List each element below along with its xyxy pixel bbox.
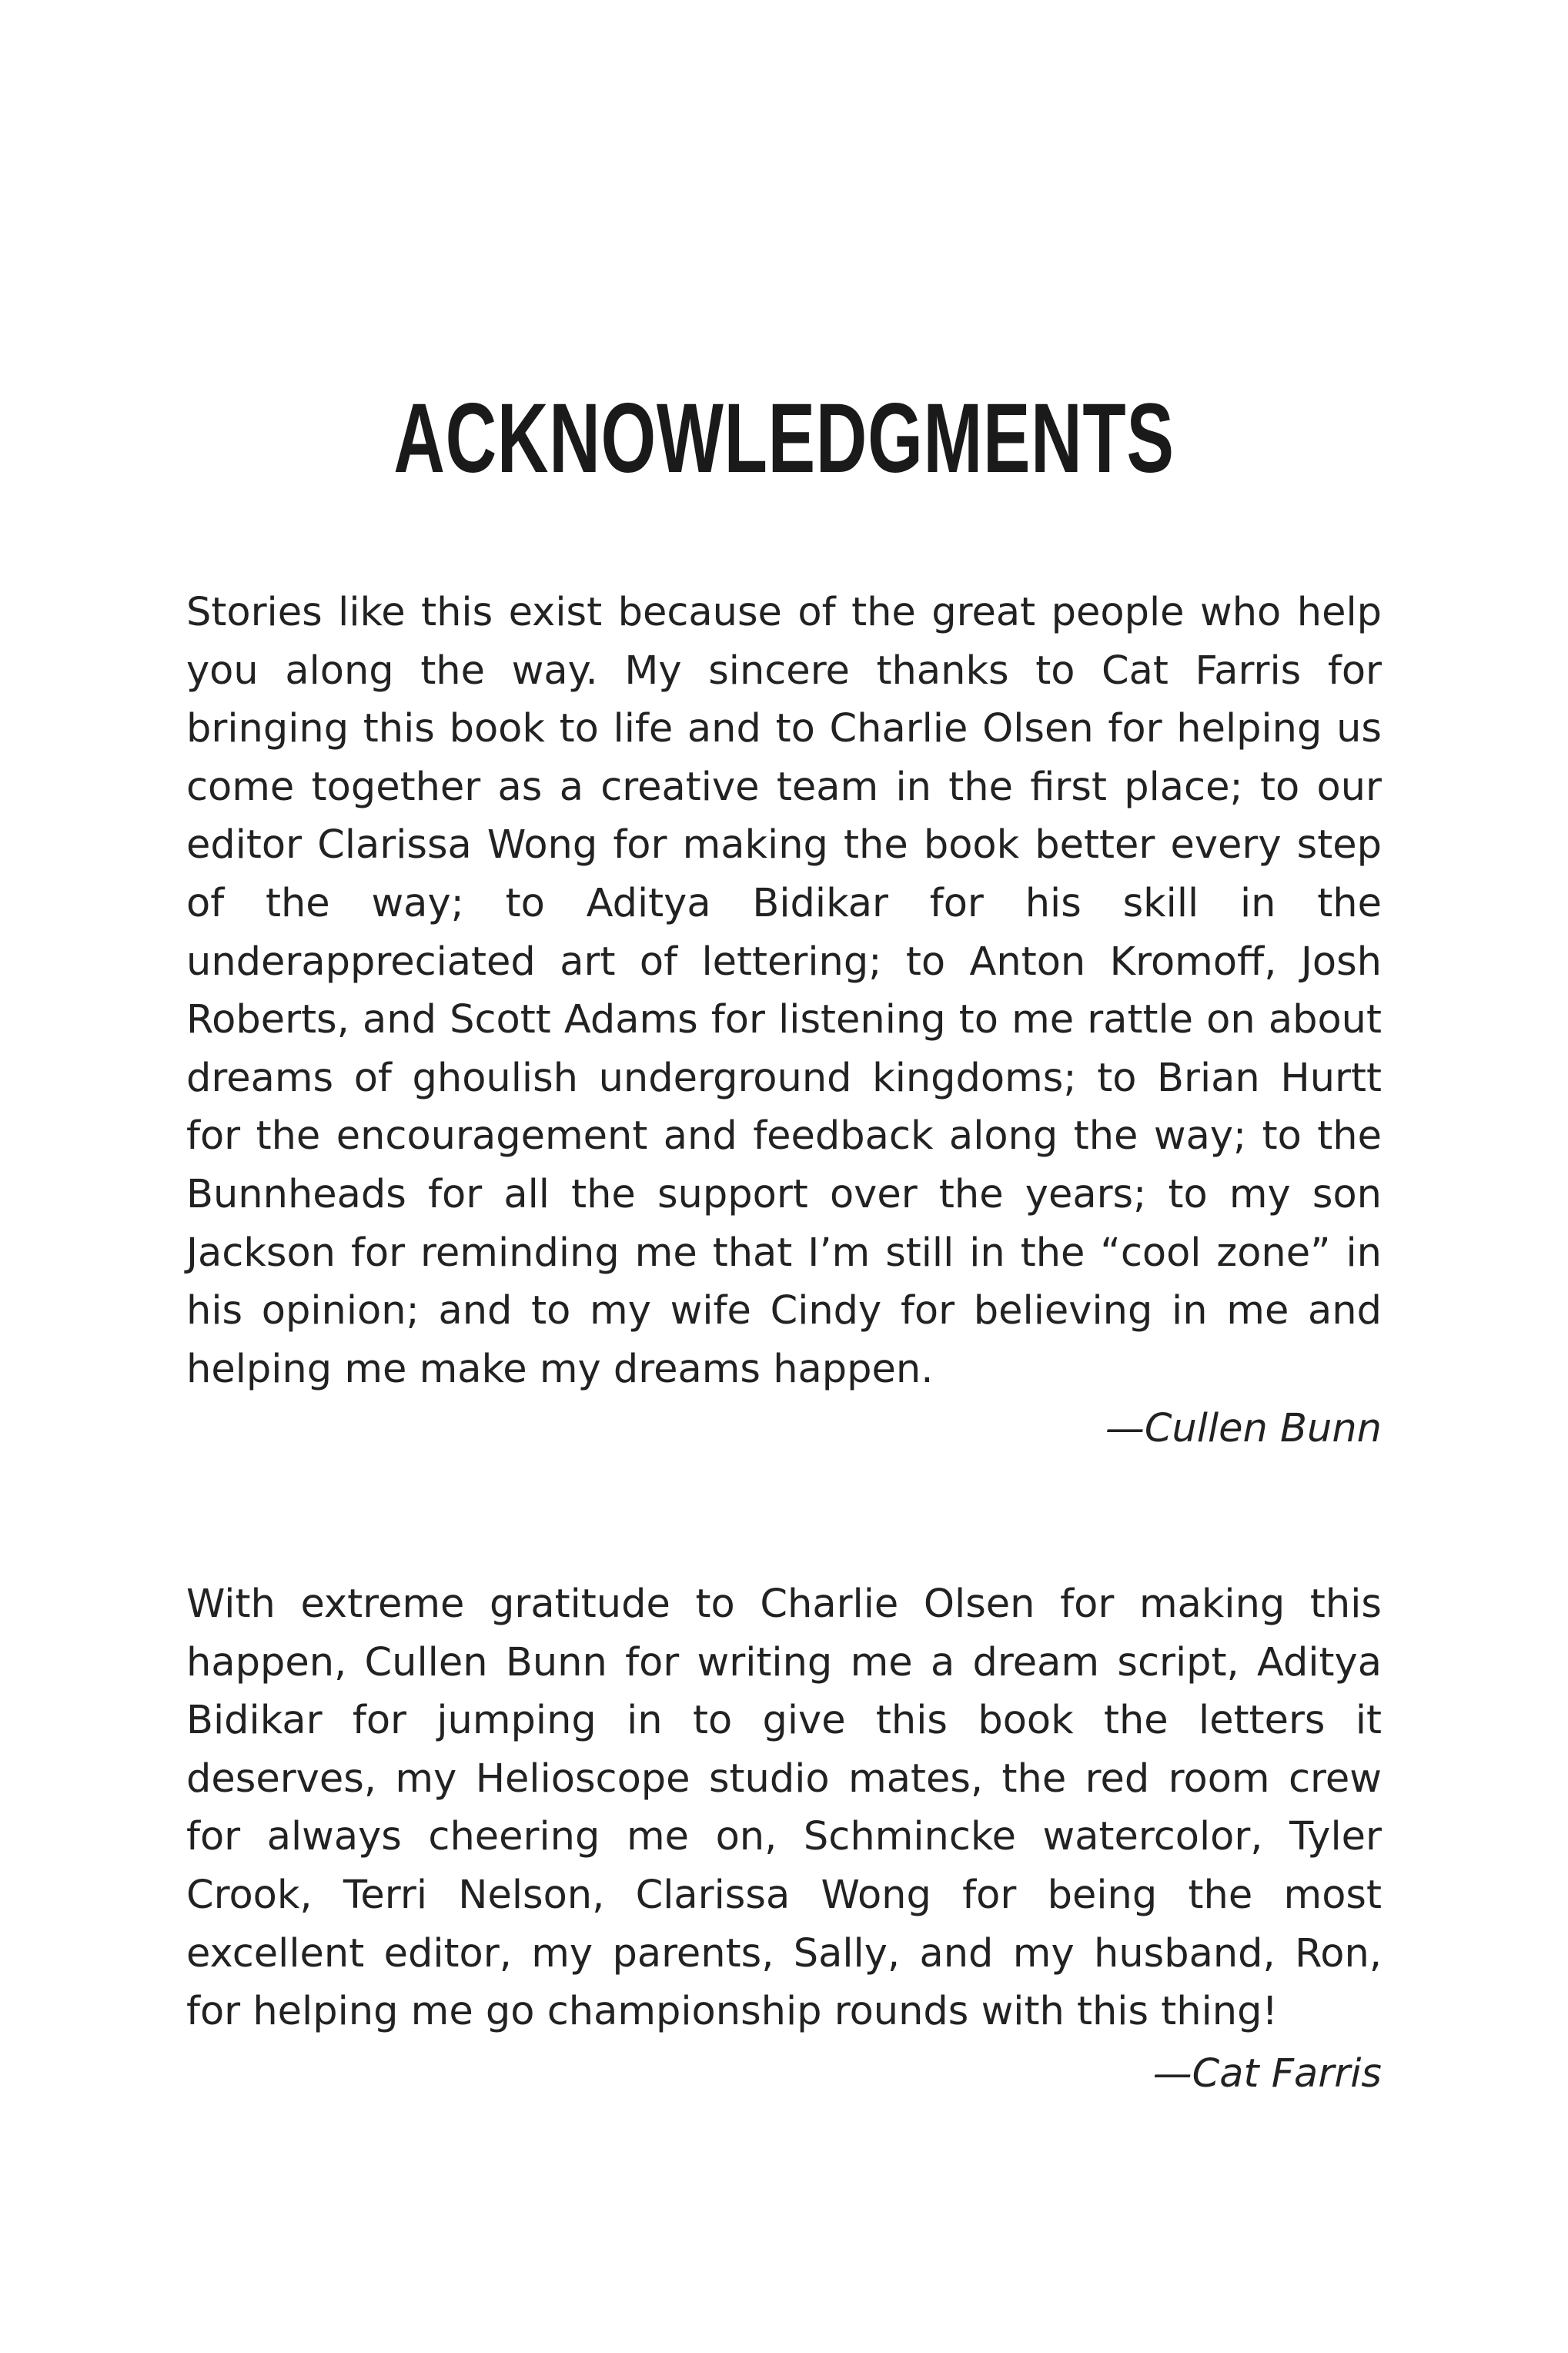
signature-cat-farris: —Cat Farris	[1152, 2051, 1382, 2097]
acknowledgment-paragraph-cullen-bunn: Stories like this exist because of the great people who help you along the way. My sincere thanks to Cat Farris for bringing this book to life and to Charlie Olsen for helping us come together as a creative team in the first place; to our editor Clarissa Wong for making the book better every step of the way; to Aditya Bidikar for his skill in the underappreciated art of lettering; to Anton Kromoff, Josh Roberts, and Scott Adams for listening to me rattle on about dreams of ghoulish underground kingdoms; to Brian Hurtt for the encouragement and feedback along the way; to the Bunnheads for all the support over the years; to my son Jackson for reminding me that I’m still in the “cool zone” in his opinion; and to my wife Cindy for believing in me and helping me make my dreams happen.	[186, 590, 1382, 1392]
page-title: ACKNOWLEDGMENTS	[393, 383, 1175, 494]
signature-cullen-bunn: —Cullen Bunn	[1105, 1406, 1382, 1451]
acknowledgment-paragraph-cat-farris: With extreme gratitude to Charlie Olsen for making this happen, Cullen Bunn for writing me a dream script, Aditya Bidikar for jumping in to give this book the letters it deserves, my Helioscope studio mates, the red room crew for always cheering me on, Schmincke watercolor, Tyler Crook, Terri Nelson, Clarissa Wong for being the most excellent editor, my parents, Sally, and my husband, Ron, for helping me go championship rounds with this thing!	[186, 1581, 1382, 2035]
